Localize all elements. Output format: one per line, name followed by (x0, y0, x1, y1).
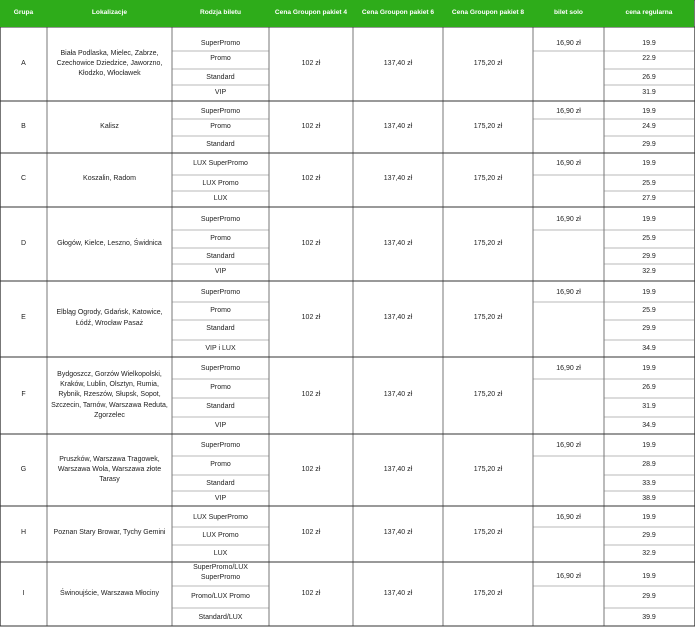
solo-price-cell: 16,90 zł (556, 215, 581, 223)
ticket-type-cell: LUX Promo (202, 531, 239, 539)
ticket-type-cell: Standard (206, 402, 235, 410)
regular-price-cell: 31.9 (642, 88, 656, 96)
ticket-type-cell: VIP (214, 88, 227, 96)
group-cell: F (21, 391, 26, 399)
price-pack-6-cell: 137,40 zł (383, 239, 413, 247)
regular-price-cell: 33.9 (642, 479, 656, 487)
price-pack-6-cell: 137,40 zł (383, 175, 413, 183)
group-cell: G (20, 465, 27, 473)
group-cell: A (21, 59, 26, 67)
regular-price-cell: 32.9 (642, 549, 656, 557)
ticket-type-cell: SuperPromo (200, 364, 241, 372)
group-cell: D (20, 239, 27, 247)
regular-price-cell: 24.9 (642, 122, 656, 130)
price-pack-4-cell: 102 zł (301, 465, 321, 473)
regular-price-cell: 26.9 (642, 383, 656, 391)
regular-price-cell: 19.9 (642, 159, 656, 167)
regular-price-cell: 39.9 (642, 613, 656, 621)
solo-price-cell: 16,90 zł (556, 572, 581, 580)
regular-price-cell: 34.9 (642, 421, 656, 429)
regular-price-cell: 34.9 (642, 344, 656, 352)
ticket-type-cell: SuperPromo/LUX SuperPromo (193, 563, 248, 581)
group-cell: C (20, 175, 27, 183)
solo-price-cell: 16,90 zł (556, 364, 581, 372)
ticket-type-cell: Promo (210, 383, 231, 391)
ticket-type-cell: Standard (206, 479, 235, 487)
solo-price-cell: 16,90 zł (556, 288, 581, 296)
price-pack-8-cell: 175,20 zł (473, 529, 503, 537)
regular-price-cell: 29.9 (642, 140, 656, 148)
regular-price-cell: 19.9 (642, 215, 656, 223)
price-pack-4-cell: 102 zł (301, 529, 321, 537)
group-cell: E (21, 314, 26, 322)
ticket-type-cell: VIP (214, 421, 227, 429)
ticket-type-cell: LUX (213, 194, 228, 202)
location-cell: Bydgoszcz, Gorzów Wielkopolski, Kraków, Lublin, Olsztyn, Rumia, Rybnik, Rzeszów, Słupsk, Sopot, Szczecin, Tarnów, Warszawa Reduta, Zgorzelec (51, 371, 168, 419)
price-pack-8-cell: 175,20 zł (473, 589, 503, 597)
ticket-type-cell: LUX (213, 549, 228, 557)
solo-price-cell: 16,90 zł (556, 39, 581, 47)
ticket-type-cell: Promo (210, 54, 231, 62)
regular-price-cell: 29.9 (642, 252, 656, 260)
ticket-type-cell: SuperPromo (200, 107, 241, 115)
regular-price-cell: 19.9 (642, 364, 656, 372)
price-pack-4-cell: 102 zł (301, 175, 321, 183)
location-cell: Koszalin, Radom (83, 175, 136, 183)
ticket-type-cell: LUX SuperPromo (193, 513, 248, 521)
ticket-type-cell: Promo (210, 460, 231, 468)
regular-price-cell: 29.9 (642, 531, 656, 539)
regular-price-cell: 31.9 (642, 402, 656, 410)
price-pack-4-cell: 102 zł (301, 391, 321, 399)
ticket-type-cell: Promo (210, 122, 231, 130)
price-pack-6-cell: 137,40 zł (383, 589, 413, 597)
price-pack-8-cell: 175,20 zł (473, 391, 503, 399)
location-cell: Świnoujście, Warszawa Młociny (60, 589, 159, 597)
ticket-type-cell: VIP (214, 267, 227, 275)
price-pack-6-cell: 137,40 zł (383, 391, 413, 399)
header-solo-ticket: bilet solo (533, 0, 604, 27)
group-cell: H (20, 529, 27, 537)
regular-price-cell: 28.9 (642, 460, 656, 468)
header-ticket-type: Rodzja biletu (172, 0, 269, 27)
regular-price-cell: 25.9 (642, 234, 656, 242)
price-pack-4-cell: 102 zł (301, 122, 321, 130)
regular-price-cell: 19.9 (642, 288, 656, 296)
location-cell: Elbląg Ogrody, Gdańsk, Katowice, Łódź, Wrocław Pasaż (56, 309, 163, 327)
price-pack-8-cell: 175,20 zł (473, 314, 503, 322)
location-cell: Pruszków, Warszawa Tragowek, Warszawa Wola, Warszawa złote Tarasy (57, 455, 162, 484)
price-pack-4-cell: 102 zł (301, 239, 321, 247)
price-pack-8-cell: 175,20 zł (473, 59, 503, 67)
regular-price-cell: 22.9 (642, 54, 656, 62)
ticket-type-cell: Standard (206, 324, 235, 332)
price-pack-8-cell: 175,20 zł (473, 239, 503, 247)
regular-price-cell: 19.9 (642, 441, 656, 449)
ticket-type-cell: SuperPromo (200, 288, 241, 296)
ticket-type-cell: Standard (206, 73, 235, 81)
ticket-type-cell: LUX Promo (202, 179, 239, 187)
price-pack-4-cell: 102 zł (301, 589, 321, 597)
regular-price-cell: 29.9 (642, 324, 656, 332)
regular-price-cell: 19.9 (642, 39, 656, 47)
price-pack-6-cell: 137,40 zł (383, 122, 413, 130)
header-price-pack-8: Cena Groupon pakiet 8 (443, 0, 533, 27)
ticket-type-cell: Promo/LUX Promo (191, 592, 250, 600)
price-pack-8-cell: 175,20 zł (473, 465, 503, 473)
location-cell: Kalisz (100, 122, 119, 130)
solo-price-cell: 16,90 zł (556, 159, 581, 167)
regular-price-cell: 19.9 (642, 107, 656, 115)
header-location: Lokalizacje (47, 0, 172, 27)
header-regular-price: cena regularna (604, 0, 694, 27)
header-price-pack-6: Cena Groupon pakiet 6 (353, 0, 443, 27)
price-pack-6-cell: 137,40 zł (383, 529, 413, 537)
ticket-type-cell: Standard (206, 140, 235, 148)
header-price-pack-4: Cena Groupon pakiet 4 (269, 0, 353, 27)
price-pack-6-cell: 137,40 zł (383, 59, 413, 67)
price-pack-8-cell: 175,20 zł (473, 122, 503, 130)
ticket-type-cell: Promo (210, 306, 231, 314)
regular-price-cell: 27.9 (642, 194, 656, 202)
regular-price-cell: 38.9 (642, 494, 656, 502)
regular-price-cell: 19.9 (642, 513, 656, 521)
ticket-type-cell: SuperPromo (200, 441, 241, 449)
regular-price-cell: 32.9 (642, 267, 656, 275)
price-pack-4-cell: 102 zł (301, 59, 321, 67)
solo-price-cell: 16,90 zł (556, 441, 581, 449)
ticket-type-cell: SuperPromo (200, 215, 241, 223)
price-pack-8-cell: 175,20 zł (473, 175, 503, 183)
regular-price-cell: 25.9 (642, 306, 656, 314)
price-pack-6-cell: 137,40 zł (383, 314, 413, 322)
regular-price-cell: 25.9 (642, 179, 656, 187)
ticket-type-cell: VIP i LUX (205, 344, 236, 352)
group-cell: I (22, 589, 25, 597)
ticket-type-cell: VIP (214, 494, 227, 502)
regular-price-cell: 29.9 (642, 592, 656, 600)
ticket-type-cell: LUX SuperPromo (193, 159, 248, 167)
price-pack-4-cell: 102 zł (301, 314, 321, 322)
solo-price-cell: 16,90 zł (556, 513, 581, 521)
price-pack-6-cell: 137,40 zł (383, 465, 413, 473)
location-cell: Głogów, Kielce, Leszno, Świdnica (57, 239, 162, 247)
location-cell: Poznan Stary Browar, Tychy Gemini (53, 529, 166, 537)
regular-price-cell: 19.9 (642, 572, 656, 580)
location-cell: Biała Podlaska, Mielec, Zabrze, Czechowice Dziedzice, Jaworzno, Kłodzko, Włocławek (56, 49, 163, 78)
ticket-type-cell: Standard/LUX (198, 613, 243, 621)
header-group: Grupa (0, 0, 47, 27)
regular-price-cell: 26.9 (642, 73, 656, 81)
solo-price-cell: 16,90 zł (556, 107, 581, 115)
ticket-type-cell: Promo (210, 234, 231, 242)
ticket-type-cell: Standard (206, 252, 235, 260)
ticket-type-cell: SuperPromo (200, 39, 241, 47)
group-cell: B (21, 122, 26, 130)
